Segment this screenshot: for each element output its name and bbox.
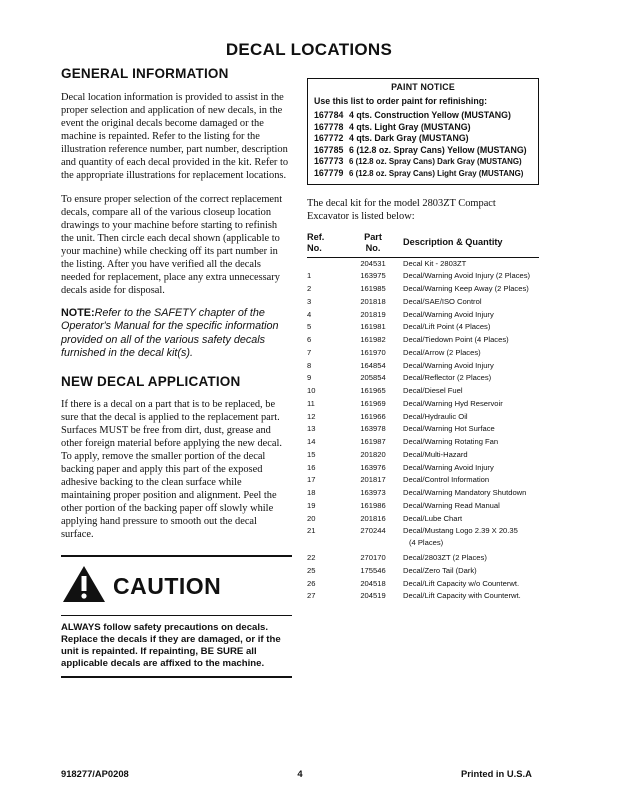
part-cell: 270170 (360, 553, 386, 563)
ref-cell: 27 (307, 591, 316, 601)
description-cell: Decal/Diesel Fuel (403, 386, 463, 396)
paint-list (314, 110, 532, 180)
part-cell: 161981 (360, 322, 386, 332)
ref-cell: 18 (307, 488, 316, 498)
part-cell: 163975 (360, 271, 386, 281)
ref-cell: 16 (307, 462, 316, 472)
table-row (307, 411, 539, 424)
ref-cell: 17 (307, 475, 316, 485)
table-row (307, 385, 539, 398)
description-cell: Decal Kit - 2803ZT (403, 258, 467, 268)
decal-kit-intro: The decal kit for the model 2803ZT Compact Excavator is listed below: (307, 197, 496, 222)
ref-cell: 11 (307, 398, 315, 408)
paint-notice-subtitle: Use this list to order paint for refinishing: (314, 96, 488, 106)
left-column (61, 66, 292, 678)
footer-page-number: 4 (297, 768, 303, 779)
description-cell: Decal/Warning Avoid Injury (403, 309, 494, 319)
part-cell: 163978 (360, 424, 386, 434)
description-cell: Decal/Multi-Hazard (403, 449, 468, 459)
new-decal-application-heading: NEW DECAL APPLICATION (61, 373, 241, 389)
paint-notice-box (307, 78, 539, 185)
ref-cell: 1 (307, 271, 312, 281)
part-cell: 161986 (360, 500, 386, 510)
description-header: Description & Quantity (403, 237, 503, 248)
table-row (307, 500, 539, 513)
part-cell: 201816 (360, 513, 386, 523)
description-cell: Decal/Lube Chart (403, 513, 463, 523)
ref-cell: 19 (307, 500, 316, 510)
description-cell: Decal/SAE/ISO Control (403, 296, 482, 306)
description-cell: Decal/Warning Rotating Fan (403, 437, 499, 447)
caution-mid-rule (61, 615, 292, 616)
paint-item: 167773 6 (12.8 oz. Spray Cans) Dark Gray (MUSTANG) (314, 156, 522, 167)
description-cell: Decal/Zero Tail (Dark) (403, 565, 477, 575)
table-row (307, 296, 539, 309)
paint-item: 167778 4 qts. Light Gray (MUSTANG) (314, 121, 471, 132)
part-cell: 163976 (360, 462, 386, 472)
part-cell: 164854 (360, 360, 386, 370)
paint-notice-title: PAINT NOTICE (391, 82, 455, 92)
table-row (307, 270, 539, 283)
description-cell: Decal/Hydraulic Oil (403, 411, 468, 421)
description-cell: Decal/Warning Avoid Injury (2 Places) (403, 271, 531, 281)
ref-no-header: Ref. No. (307, 231, 325, 253)
caution-text: ALWAYS follow safety precautions on decals. Replace the decals if they are damaged, or if the unit is repainted. If repainting, BE SURE all applicable decals are affixed to the machine. (61, 621, 281, 669)
ref-cell: 12 (307, 411, 316, 421)
paint-item: 167772 4 qts. Dark Gray (MUSTANG) (314, 133, 469, 144)
part-cell: 205854 (360, 373, 386, 383)
part-cell: 270244 (360, 526, 386, 536)
ref-cell: 10 (307, 386, 316, 396)
description-cell: Decal/Warning Mandatory Shutdown (403, 488, 527, 498)
table-row (307, 347, 539, 360)
description-cell: Decal/Warning Keep Away (2 Places) (403, 284, 529, 294)
table-row (307, 462, 539, 475)
general-paragraph-2: To ensure proper selection of the correct replacement decals, compare all of the various closeup location drawings to your machine before starting to refinish the unit. Then circle each decal shown (applicable to your machine) while checking off its part number in the listing. After you have verified all the decals needed for replacement, place any extra unnecessary decals aside for disposal. (61, 194, 283, 296)
decal-table-body (307, 257, 539, 604)
table-row (307, 578, 539, 591)
description-cell: Decal/Warning Read Manual (403, 500, 500, 510)
safety-note (61, 307, 292, 361)
table-row (307, 449, 539, 462)
part-cell: 201817 (360, 475, 386, 485)
part-cell: 201819 (360, 309, 386, 319)
table-row (307, 525, 539, 552)
part-cell: 204531 (360, 258, 386, 268)
ref-cell: 26 (307, 578, 316, 588)
table-row (307, 258, 539, 271)
table-row (307, 372, 539, 385)
part-cell: 161987 (360, 437, 386, 447)
part-cell: 161982 (360, 335, 386, 345)
table-row (307, 552, 539, 565)
general-paragraph-1: Decal location information is provided to assist in the proper selection and application of new decals, in the event the original decals become damaged or the machine is repainted. Refer to the listing for the illustration reference number, part number, description and quantity of each decal provided in the kit. Refer to the appropriate illustrations for replacement locations. (61, 92, 289, 181)
warning-triangle-icon (61, 564, 107, 609)
footer-printed-in: Printed in U.S.A (461, 768, 532, 779)
part-cell: 161970 (360, 347, 386, 357)
table-row (307, 487, 539, 500)
table-row (307, 283, 539, 296)
decal-table-header (307, 232, 539, 254)
paint-item: 167784 4 qts. Construction Yellow (MUSTANG) (314, 110, 511, 120)
part-cell: 161969 (360, 398, 386, 408)
part-cell: 204519 (360, 591, 386, 601)
ref-cell: 2 (307, 284, 312, 294)
ref-cell (307, 258, 347, 271)
table-row (307, 309, 539, 322)
description-cell: Decal/Warning Hyd Reservoir (403, 398, 503, 408)
note-label: NOTE: (61, 307, 95, 319)
description-cell: Decal/Warning Avoid Injury (403, 462, 494, 472)
description-cell: Decal/Reflector (2 Places) (403, 373, 492, 383)
caution-top-rule (61, 555, 292, 557)
page-title: DECAL LOCATIONS (225, 40, 393, 59)
caution-title: CAUTION (113, 573, 222, 600)
part-cell: 161965 (360, 386, 386, 396)
part-cell: 163973 (360, 488, 386, 498)
ref-cell: 5 (307, 322, 312, 332)
ref-cell: 9 (307, 373, 312, 383)
ref-cell: 21 (307, 526, 316, 536)
paint-item: 167779 6 (12.8 oz. Spray Cans) Light Gray (MUSTANG) (314, 167, 524, 178)
caution-bottom-rule (61, 676, 292, 678)
table-row (307, 334, 539, 347)
part-cell: 201818 (360, 296, 386, 306)
description-cell: Decal/Warning Avoid Injury (403, 360, 494, 370)
table-row (307, 590, 539, 603)
general-information-heading: GENERAL INFORMATION (61, 66, 229, 81)
ref-cell: 20 (307, 513, 316, 523)
description-cell: Decal/Tiedown Point (4 Places) (403, 335, 509, 345)
note-text: Refer to the SAFETY chapter of the Operator's Manual for the specific information provided on all of the various safety decals furnished in the decal kit(s). (61, 307, 279, 360)
description-cell: Decal/Warning Hot Surface (403, 424, 495, 434)
part-cell: 175546 (360, 565, 386, 575)
description-cell: Decal/Arrow (2 Places) (403, 347, 481, 357)
part-cell: 161966 (360, 411, 386, 421)
part-cell: 204518 (360, 578, 386, 588)
table-row (307, 513, 539, 526)
description-cell: Decal/Control Information (403, 475, 490, 485)
caution-header (61, 565, 292, 609)
table-row (307, 423, 539, 436)
table-row (307, 436, 539, 449)
footer-doc-number: 918277/AP0208 (61, 768, 129, 779)
ref-cell: 14 (307, 437, 316, 447)
description-cell: Decal/Lift Capacity with Counterwt. (403, 591, 521, 601)
table-row (307, 474, 539, 487)
table-row (307, 398, 539, 411)
ref-cell: 7 (307, 347, 312, 357)
paint-item: 167785 6 (12.8 oz. Spray Cans) Yellow (MUSTANG) (314, 144, 527, 155)
ref-cell: 22 (307, 553, 316, 563)
part-no-header: Part No. (364, 231, 382, 253)
table-row (307, 360, 539, 373)
ref-cell: 4 (307, 309, 312, 319)
ref-cell: 13 (307, 424, 316, 434)
description-cell: Decal/2803ZT (2 Places) (403, 553, 487, 563)
ref-cell: 8 (307, 360, 312, 370)
part-cell: 161985 (360, 284, 386, 294)
ref-cell: 6 (307, 335, 312, 345)
ref-cell: 15 (307, 449, 316, 459)
description-cell: Decal/Mustang Logo 2.39 X 20.35 (4 Places) (403, 526, 518, 548)
description-cell: Decal/Lift Point (4 Places) (403, 322, 491, 332)
application-paragraph: If there is a decal on a part that is to be replaced, be sure that the decal is applied to the replacement part. Surfaces MUST be free from dirt, dust, grease and other foreign material before applying the new decal. To apply, remove the smaller portion of the decal backing paper and apply this part of the exposed adhesive backing to the clean surface while maintaining proper position and alignment. Peel the other portion of the backing paper off slowly while applying hand pressure to smooth out the decal surface. (61, 398, 282, 540)
table-row (307, 321, 539, 334)
ref-cell: 3 (307, 296, 312, 306)
table-row (307, 565, 539, 578)
right-column (307, 78, 539, 603)
ref-cell: 25 (307, 565, 316, 575)
description-cell: Decal/Lift Capacity w/o Counterwt. (403, 578, 520, 588)
part-cell: 201820 (360, 449, 386, 459)
